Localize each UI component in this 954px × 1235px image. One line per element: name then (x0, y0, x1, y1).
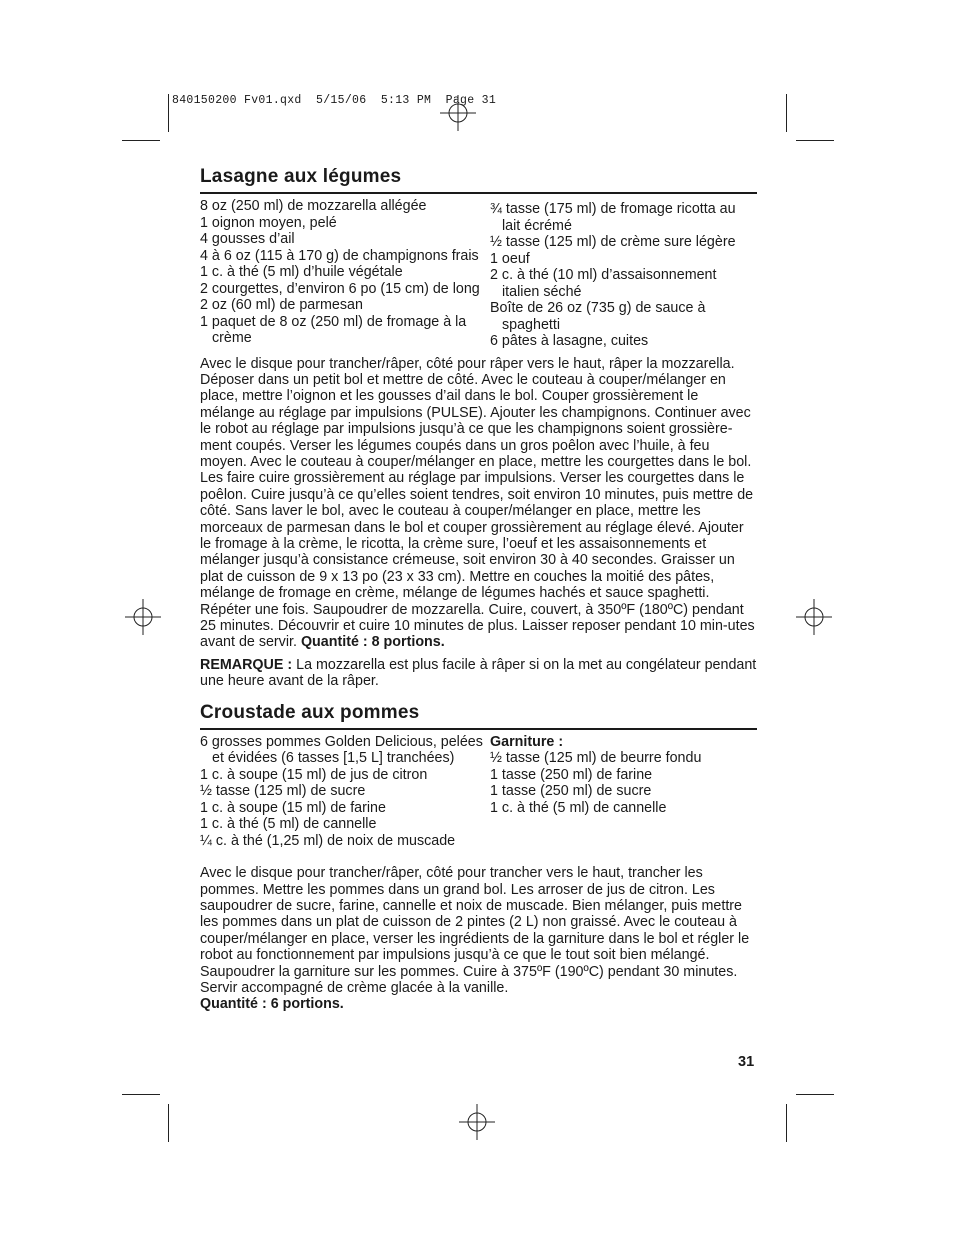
list-item: 2 courgettes, d’environ 6 po (15 cm) de long (200, 280, 480, 297)
ingredient-list (200, 734, 490, 850)
list-item: ¾ tasse (175 ml) de fromage ricotta au lait écrémé (490, 201, 736, 234)
page-number: 31 (738, 1054, 755, 1070)
ingredients-columns (200, 734, 757, 850)
list-item: 2 oz (60 ml) de parmesan (200, 297, 363, 313)
page-content (200, 164, 757, 1013)
crop-mark (122, 140, 160, 141)
crop-mark (786, 94, 787, 132)
recipe-croustade (200, 700, 757, 1013)
title-rule (200, 728, 757, 730)
recipe-method: Avec le disque pour trancher/râper, côté pour trancher vers le haut, trancher les pommes. Mettre les pommes dans un grand bol. Les arroser de jus de citron. Les saupoudrer de sucre, farine, cannelle et noix de muscade. Bien mélanger, puis mettre les pommes dans un plat de cuisson de 2 pintes (2 L) non graissé. Avec le couteau à couper/mélanger en place, verser les ingrédients de la garniture dans le bol et régler le robot au fonctionnement par impulsions jusqu’à ce que le tout soit bien mélangé. Saupoudrer la garniture sur les pommes. Cuire à 375ºF (190ºC) pendant 30 minutes. Servir accompagné de crème glacée à la vanille. (200, 865, 750, 996)
list-item: 8 oz (250 ml) de mozzarella allégée (200, 198, 427, 214)
ingredients-columns (200, 198, 757, 350)
recipe-note: REMARQUE : La mozzarella est plus facile à râper si on la met au congélateur pendant une heure avant de la râper. (200, 656, 757, 690)
title-rule (200, 192, 757, 194)
list-item: 1 c. à soupe (15 ml) de farine (200, 799, 386, 816)
list-item: 1 c. à thé (5 ml) de cannelle (490, 799, 667, 816)
crop-mark (168, 1104, 169, 1142)
crop-mark (796, 140, 834, 141)
recipe-method: Avec le disque pour trancher/râper, côté pour râper vers le haut, râper la mozzarella. Déposer dans un petit bol et mettre de côté. Avec le couteau à couper/mélanger en place, mettre l’oignon et les gousses d’ail dans le bol. Couper grossièrement le mélange au réglage par impulsions (PULSE). Ajouter les champignons. Continuer avec le robot au réglage par impulsions jusqu’à ce que les champignons soient grossière-ment coupés. Verser les légumes coupés dans un gros poêlon avec l’huile, à feu moyen. Avec le couteau à couper/mélanger en place, mettre les courgettes dans le bol. Les faire cuire grossièrement au réglage par impulsions. Verser les courgettes dans le poêlon. Cuire jusqu’à ce qu’elles soient tendres, soit environ 10 minutes, puis mettre de côté. Sans laver le bol, avec le couteau à couper/mélanger en place, mettre les morceaux de parmesan dans le bol et couper grossièrement au réglage élevé. Ajouter le fromage à la crème, le ricotta, la crème sure, l’oeuf et les assaisonnements et mélanger jusqu’à consistance crémeuse, soit environ 30 à 40 secondes. Graisser un plat de cuisson de 9 x 13 po (23 x 33 cm). Mettre en couches la moitié des pâtes, mélange de fromage en crème, mélange de légumes hachés et sauce spaghetti. Répéter une fois. Saupoudrer de mozzarella. Cuire, couvert, à 350ºF (180ºC) pendant 25 minutes. Découvrir et cuire 10 minutes de plus. Laisser reposer pendant 10 min-utes avant de servir. Quantité : 8 portions. (200, 355, 755, 651)
list-item: 1 oeuf (490, 250, 530, 267)
list-item: 4 gousses d’ail (200, 231, 295, 247)
ingredient-list (490, 750, 757, 816)
list-item: 1 paquet de 8 oz (250 ml) de fromage à la crème (200, 313, 467, 346)
crop-mark (796, 1094, 834, 1095)
crop-mark (786, 1104, 787, 1142)
list-item: 1 tasse (250 ml) de farine (490, 766, 653, 783)
recipe-lasagne (200, 164, 757, 690)
recipe-title: Croustade aux pommes (200, 701, 420, 723)
printer-slug: 840150200 Fv01.qxd 5/15/06 5:13 PM Page 31 (172, 94, 497, 107)
recipe-title: Lasagne aux légumes (200, 166, 402, 187)
list-item: ½ tasse (125 ml) de crème sure légère (490, 234, 736, 250)
crop-mark (122, 1094, 160, 1095)
registration-mark-icon (440, 95, 476, 131)
list-item: 1 tasse (250 ml) de sucre (490, 783, 652, 800)
registration-mark-icon (459, 1104, 495, 1140)
note-label: REMARQUE : (200, 656, 293, 673)
list-item: 6 pâtes à lasagne, cuites (490, 333, 649, 349)
list-item: 1 oignon moyen, pelé (200, 214, 337, 231)
list-item: 1 c. à thé (5 ml) de cannelle (200, 816, 377, 833)
ingredient-list (490, 201, 757, 350)
list-item: Boîte de 26 oz (735 g) de sauce à spaghetti (490, 300, 706, 333)
list-item: ¼ c. à thé (1,25 ml) de noix de muscade (200, 832, 456, 849)
list-item: 6 grosses pommes Golden Delicious, pelées et évidées (6 tasses [1,5 L] tranchées) (200, 733, 483, 767)
registration-mark-icon (125, 599, 161, 635)
list-item: ½ tasse (125 ml) de sucre (200, 783, 366, 800)
list-item: 1 c. à soupe (15 ml) de jus de citron (200, 766, 428, 783)
list-item: 2 c. à thé (10 ml) d’assaisonnement italien séché (490, 267, 717, 300)
recipe-yield: Quantité : 6 portions. (200, 996, 344, 1013)
crop-mark (168, 94, 169, 132)
list-item: 1 c. à thé (5 ml) d’huile végétale (200, 264, 403, 280)
recipe-yield: Quantité : 8 portions. (300, 634, 445, 651)
registration-mark-icon (796, 599, 832, 635)
topping-label: Garniture : (490, 733, 564, 750)
list-item: 4 à 6 oz (115 à 170 g) de champignons frais (200, 247, 479, 264)
ingredient-list (200, 198, 490, 347)
list-item: ½ tasse (125 ml) de beurre fondu (490, 750, 702, 767)
